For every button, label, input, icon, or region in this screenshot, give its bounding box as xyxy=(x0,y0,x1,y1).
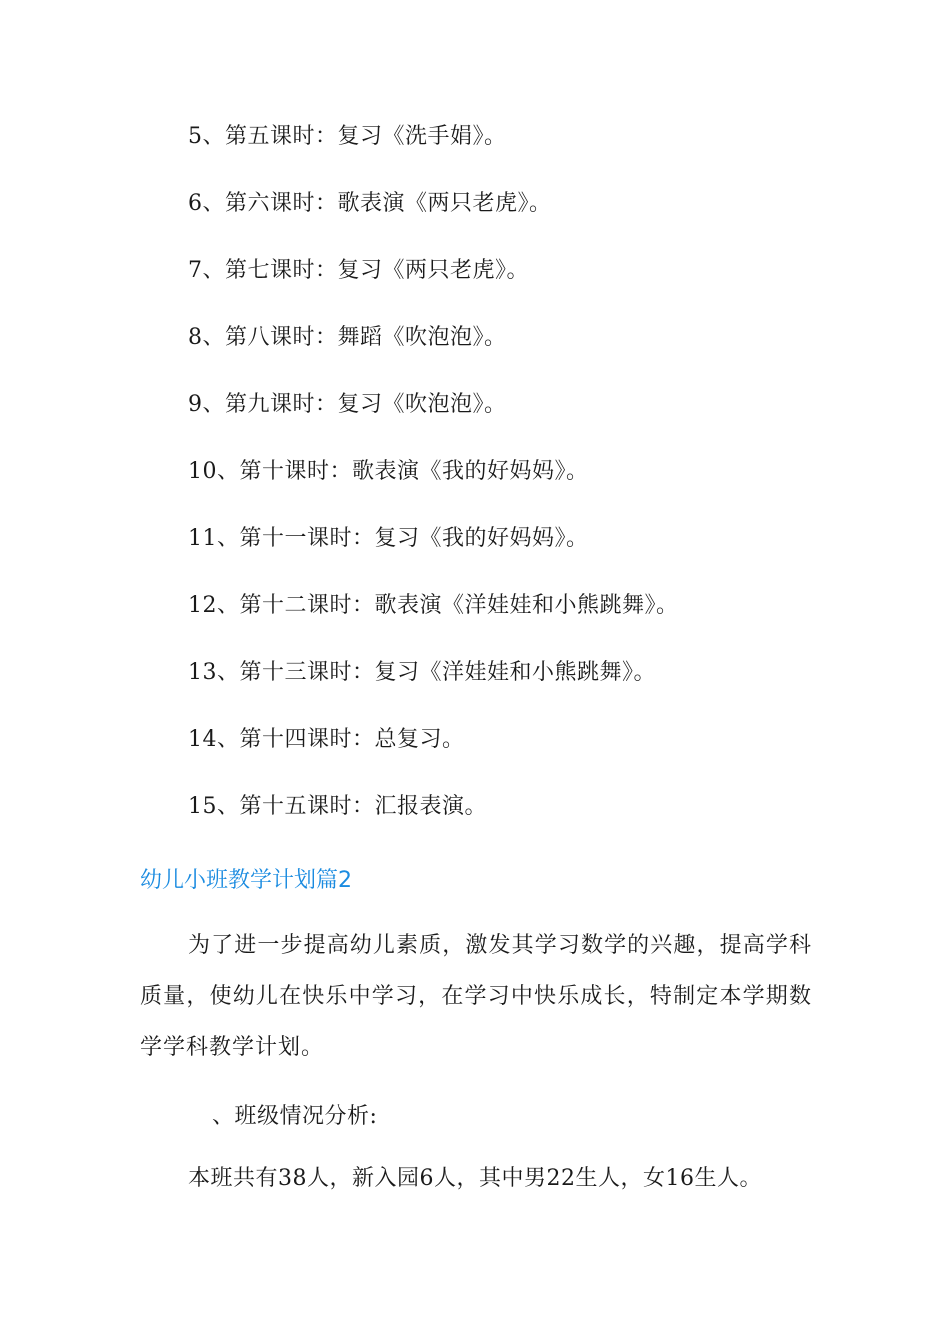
lesson-item-8: 8、第八课时：舞蹈《吹泡泡》。 xyxy=(188,325,507,350)
lesson-item-12: 12、第十二课时：歌表演《洋娃娃和小熊跳舞》。 xyxy=(188,593,679,618)
lesson-item-11: 11、第十一课时：复习《我的好妈妈》。 xyxy=(188,526,589,551)
class-info-text: 本班共有38人，新入园6人，其中男22生人，女16生人。 xyxy=(188,1166,762,1191)
lesson-item-6: 6、第六课时：歌表演《两只老虎》。 xyxy=(188,191,552,216)
lesson-item-10: 10、第十课时：歌表演《我的好妈妈》。 xyxy=(188,459,589,484)
lesson-item-7: 7、第七课时：复习《两只老虎》。 xyxy=(188,258,529,283)
section-heading: 幼儿小班教学计划篇2 xyxy=(140,868,352,893)
lesson-item-15: 15、第十五课时：汇报表演。 xyxy=(188,794,487,819)
lesson-item-5: 5、第五课时：复习《洗手娟》。 xyxy=(188,124,507,149)
lesson-item-14: 14、第十四课时：总复习。 xyxy=(188,727,465,752)
class-analysis-subheading: 、班级情况分析: xyxy=(212,1104,378,1129)
lesson-item-9: 9、第九课时：复习《吹泡泡》。 xyxy=(188,392,507,417)
lesson-item-13: 13、第十三课时：复习《洋娃娃和小熊跳舞》。 xyxy=(188,660,656,685)
intro-paragraph: 为了进一步提高幼儿素质，激发其学习数学的兴趣，提高学科质量，使幼儿在快乐中学习，在学习中快乐成长，特制定本学期数学学科教学计划。 xyxy=(140,933,812,1060)
